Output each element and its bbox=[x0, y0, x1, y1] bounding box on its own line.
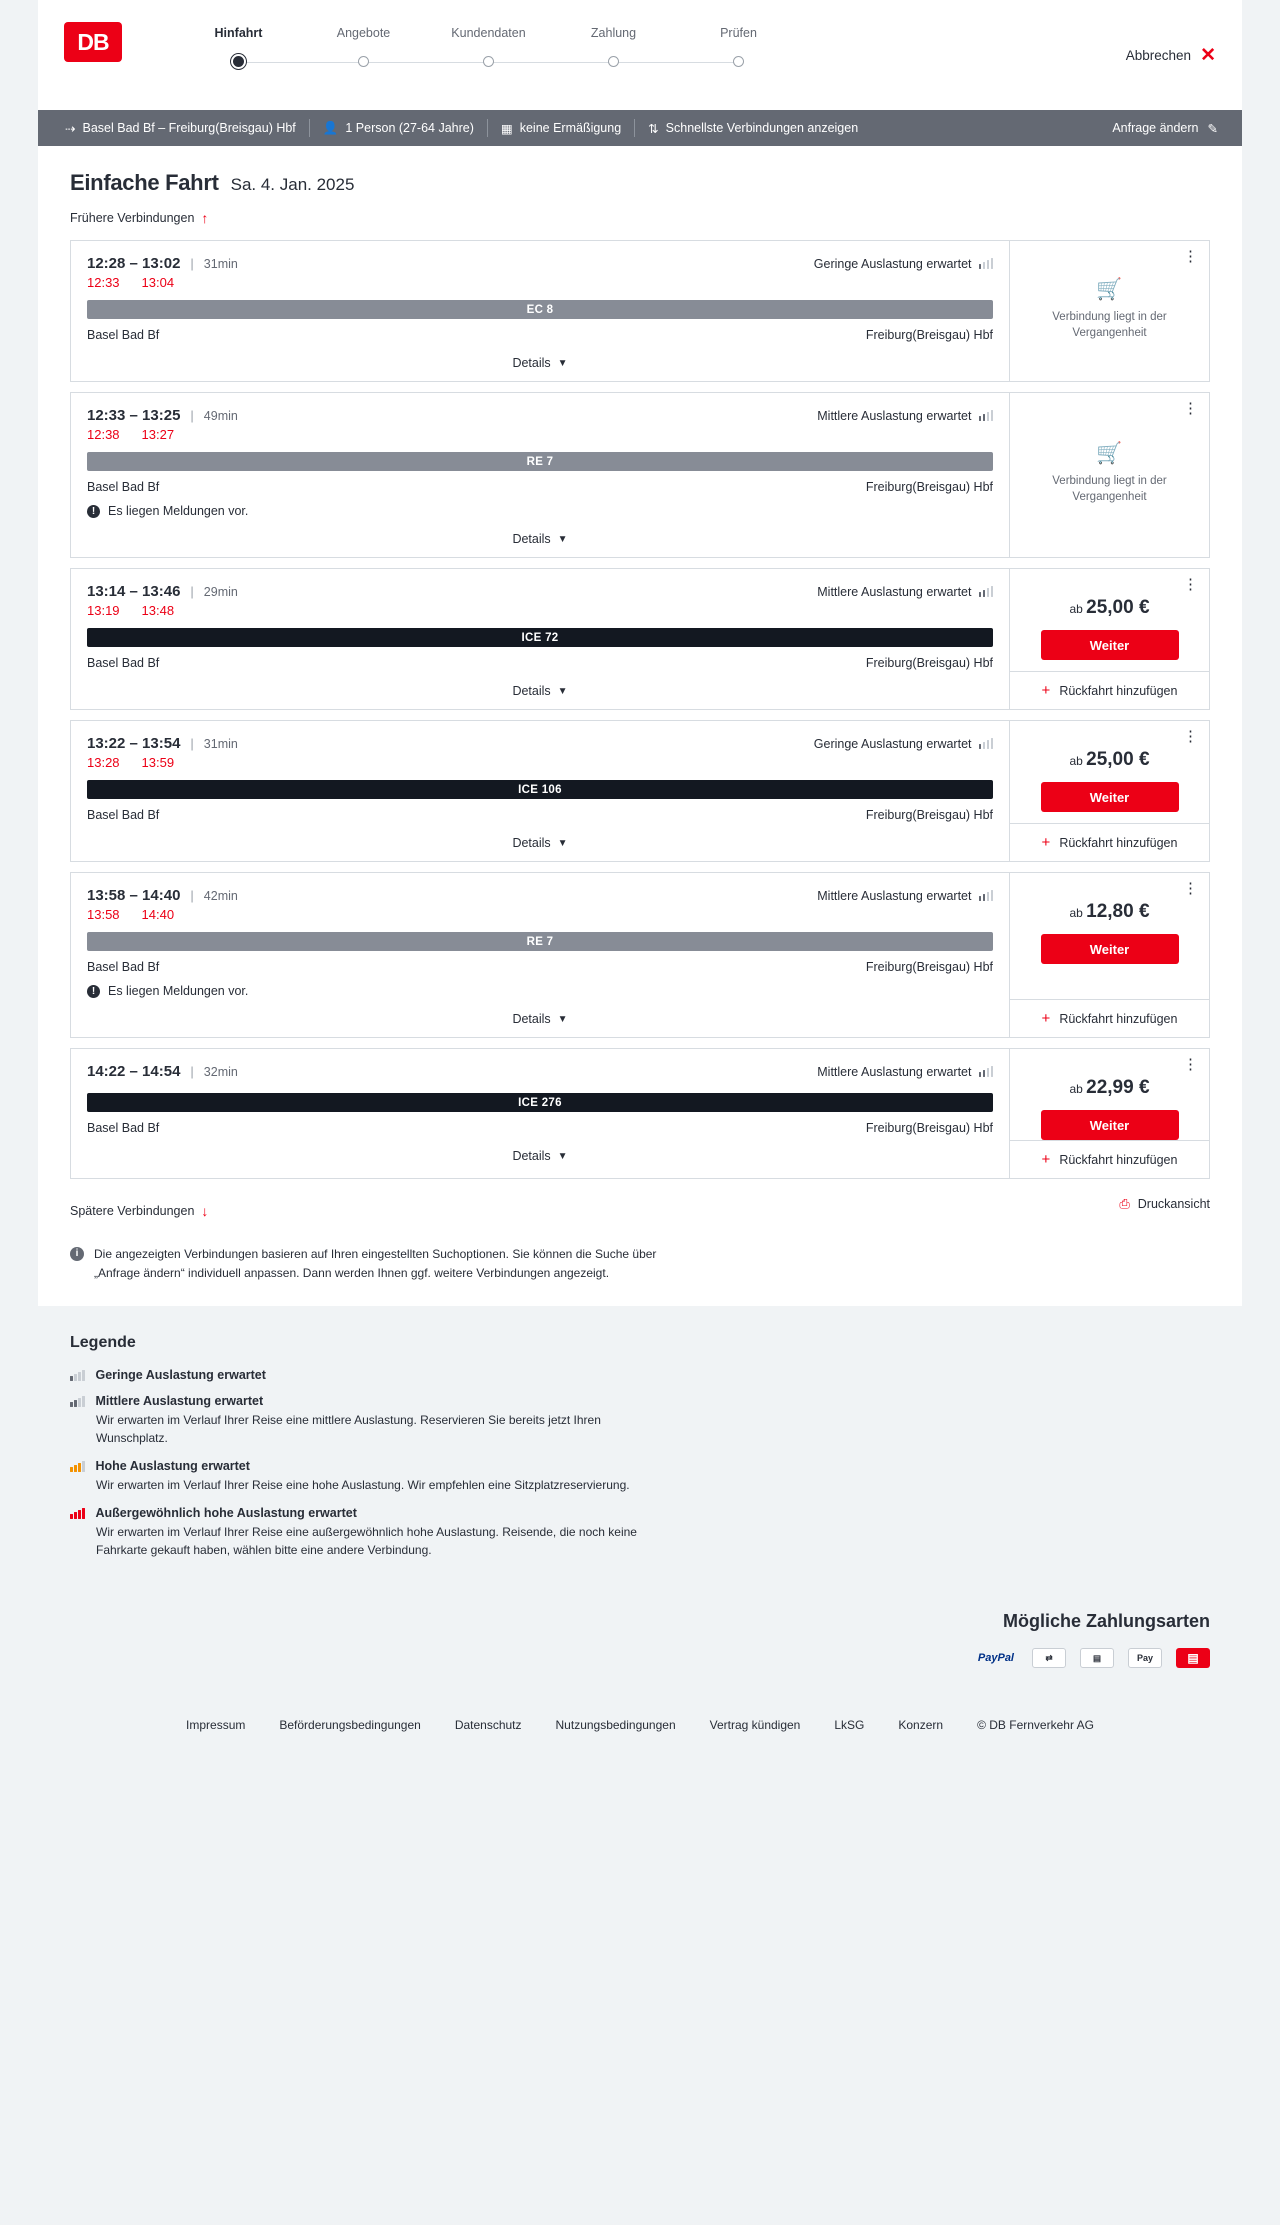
actual-departure: 13:19 bbox=[87, 603, 120, 618]
results-bottom-row bbox=[70, 1189, 1210, 1219]
actual-times-row bbox=[87, 907, 993, 922]
later-connections-button[interactable] bbox=[70, 1203, 208, 1219]
connection-time-row bbox=[87, 1063, 993, 1080]
chevron-down-icon: ▼ bbox=[557, 1013, 568, 1025]
connection-time-row bbox=[87, 735, 993, 752]
step-label: Kundendaten bbox=[451, 26, 526, 40]
train-label: RE 7 bbox=[87, 452, 993, 471]
train-label: RE 7 bbox=[87, 932, 993, 951]
price-value: 12,80 € bbox=[1086, 901, 1150, 922]
checkout-stepper bbox=[176, 26, 801, 70]
occupancy-icon bbox=[70, 1508, 85, 1519]
step-kundendaten[interactable] bbox=[426, 26, 551, 70]
past-connection-notice bbox=[1045, 407, 1175, 557]
step-label: Prüfen bbox=[720, 26, 757, 40]
occupancy: Geringe Auslastung erwartet bbox=[814, 737, 993, 751]
step-label: Angebote bbox=[336, 26, 391, 40]
actual-departure: 13:28 bbox=[87, 755, 120, 770]
stations-row bbox=[87, 480, 993, 494]
connection-time-row bbox=[87, 887, 993, 904]
actual-arrival: 13:27 bbox=[141, 427, 175, 442]
separator: | bbox=[190, 1064, 194, 1079]
separator: | bbox=[190, 736, 194, 751]
print-label: Druckansicht bbox=[1137, 1197, 1210, 1211]
legend-item bbox=[70, 1506, 1210, 1559]
legend-item-desc: Wir erwarten im Verlauf Ihrer Reise eine mittlere Auslastung. Reservieren Sie bereits jetzt Ihren Wunschplatz. bbox=[96, 1413, 601, 1446]
occupancy-icon bbox=[979, 586, 994, 597]
header-region bbox=[0, 0, 1280, 110]
duration: 32min bbox=[203, 1064, 238, 1079]
passenger-summary[interactable] bbox=[310, 121, 487, 136]
results-main bbox=[38, 146, 1242, 1306]
details-label: Details bbox=[512, 356, 551, 370]
occupancy: Mittlere Auslastung erwartet bbox=[817, 1065, 993, 1079]
legend-region bbox=[0, 1306, 1280, 1593]
step-angebote[interactable] bbox=[301, 26, 426, 70]
connection-details bbox=[71, 241, 1009, 381]
continue-button[interactable]: Weiter bbox=[1041, 934, 1179, 964]
connection-menu-button[interactable]: ⋮ bbox=[1183, 248, 1199, 265]
legend-item bbox=[70, 1459, 1210, 1494]
connection-time-row bbox=[87, 407, 993, 424]
occupancy: Mittlere Auslastung erwartet bbox=[817, 585, 993, 599]
origin-station: Basel Bad Bf bbox=[87, 656, 160, 670]
connection-message[interactable] bbox=[87, 504, 993, 518]
actual-times-row bbox=[87, 427, 993, 442]
footer-link[interactable]: Konzern bbox=[898, 1718, 944, 1733]
step-dot-icon bbox=[233, 56, 244, 67]
destination-station: Freiburg(Breisgau) Hbf bbox=[865, 1121, 993, 1135]
actual-times-row bbox=[87, 603, 993, 618]
separator: | bbox=[190, 256, 194, 271]
details-label: Details bbox=[512, 1012, 551, 1026]
connection-offer bbox=[1009, 721, 1209, 861]
legend-item-label: Geringe Auslastung erwartet bbox=[95, 1368, 266, 1383]
connection-time-row bbox=[87, 583, 993, 600]
alert-icon: ! bbox=[87, 505, 100, 518]
details-label: Details bbox=[512, 684, 551, 698]
legend-item-desc: Wir erwarten im Verlauf Ihrer Reise eine hohe Auslastung. Wir empfehlen eine Sitzplatzreservierung. bbox=[96, 1478, 630, 1493]
occupancy-icon bbox=[979, 738, 994, 749]
later-label: Spätere Verbindungen bbox=[70, 1204, 195, 1218]
sort-summary[interactable] bbox=[635, 121, 871, 136]
connection-offer bbox=[1009, 1049, 1209, 1178]
discount-label: keine Ermäßigung bbox=[519, 121, 622, 135]
duration: 29min bbox=[203, 584, 238, 599]
occupancy-icon bbox=[979, 890, 994, 901]
legend-item-label: Hohe Auslastung erwartet bbox=[95, 1459, 250, 1474]
discount-summary[interactable] bbox=[488, 121, 634, 136]
step-dot-icon bbox=[608, 56, 619, 67]
continue-button[interactable]: Weiter bbox=[1041, 782, 1179, 812]
destination-station: Freiburg(Breisgau) Hbf bbox=[865, 328, 993, 342]
continue-button[interactable]: Weiter bbox=[1041, 1110, 1179, 1140]
duration: 31min bbox=[203, 256, 238, 271]
actual-arrival: 13:04 bbox=[141, 275, 175, 290]
connection-menu-button[interactable]: ⋮ bbox=[1183, 728, 1199, 745]
legend bbox=[38, 1334, 1242, 1559]
plus-icon: + bbox=[1041, 682, 1051, 699]
connection-card[interactable] bbox=[70, 568, 1210, 710]
connection-offer bbox=[1009, 873, 1209, 1037]
price: ab 25,00 € bbox=[1069, 749, 1150, 770]
train-label: ICE 106 bbox=[87, 780, 993, 799]
step-label: Zahlung bbox=[590, 26, 637, 40]
destination-station: Freiburg(Breisgau) Hbf bbox=[865, 656, 993, 670]
time-range: 12:33 – 13:25 bbox=[87, 407, 181, 424]
footer-link[interactable]: Nutzungsbedingungen bbox=[555, 1718, 676, 1733]
stations-row bbox=[87, 960, 993, 974]
pencil-icon: ✎ bbox=[1207, 121, 1218, 136]
person-icon: 👤 bbox=[322, 120, 339, 135]
card-icon: ▦ bbox=[500, 121, 513, 136]
details-toggle[interactable] bbox=[87, 1135, 993, 1174]
printer-icon: ⎙ bbox=[1119, 1196, 1130, 1211]
connection-menu-button[interactable]: ⋮ bbox=[1183, 576, 1199, 593]
origin-station: Basel Bad Bf bbox=[87, 1121, 160, 1135]
time-range: 13:58 – 14:40 bbox=[87, 887, 181, 904]
payments-title: Mögliche Zahlungsarten bbox=[1002, 1611, 1210, 1632]
step-zahlung[interactable] bbox=[551, 26, 676, 70]
step-hinfahrt[interactable] bbox=[176, 26, 301, 70]
plus-icon: + bbox=[1041, 1151, 1051, 1168]
actual-times-row bbox=[87, 275, 993, 290]
origin-station: Basel Bad Bf bbox=[87, 808, 160, 822]
legend-item-desc: Wir erwarten im Verlauf Ihrer Reise eine außergewöhnlich hohe Auslastung. Reisende, die noch keine Fahrkarte gekauft haben, wählen bitte eine andere Verbindung. bbox=[96, 1525, 637, 1558]
sort-icon: ⇅ bbox=[648, 121, 659, 136]
continue-button[interactable]: Weiter bbox=[1041, 630, 1179, 660]
chevron-down-icon: ▼ bbox=[557, 837, 568, 849]
origin-station: Basel Bad Bf bbox=[87, 480, 160, 494]
payment-icons bbox=[70, 1648, 1210, 1668]
connection-details bbox=[71, 393, 1009, 557]
cart-crossed-icon: 🛒 bbox=[1096, 442, 1123, 466]
separator: | bbox=[190, 584, 194, 599]
time-range: 13:14 – 13:46 bbox=[87, 583, 181, 600]
occupancy-icon bbox=[979, 258, 994, 269]
actual-times-row bbox=[87, 755, 993, 770]
connection-card[interactable] bbox=[70, 1048, 1210, 1179]
connection-message[interactable] bbox=[87, 984, 993, 998]
price-value: 25,00 € bbox=[1086, 749, 1150, 770]
info-icon: i bbox=[70, 1247, 84, 1261]
add-return-label: Rückfahrt hinzufügen bbox=[1059, 683, 1178, 698]
cart-crossed-icon: 🛒 bbox=[1096, 278, 1123, 302]
details-toggle[interactable] bbox=[87, 670, 993, 709]
title-date: Sa. 4. Jan. 2025 bbox=[230, 175, 355, 194]
arrow-up-icon: ↑ bbox=[201, 210, 209, 226]
earlier-label: Frühere Verbindungen bbox=[70, 211, 195, 225]
details-label: Details bbox=[512, 532, 551, 546]
actual-departure: 13:58 bbox=[87, 907, 120, 922]
details-toggle[interactable] bbox=[87, 822, 993, 861]
route-summary[interactable] bbox=[52, 121, 309, 136]
arrow-down-icon: ↓ bbox=[201, 1203, 209, 1219]
add-return-label: Rückfahrt hinzufügen bbox=[1059, 1152, 1178, 1167]
details-toggle[interactable] bbox=[87, 518, 993, 557]
alert-icon: ! bbox=[87, 985, 100, 998]
price-value: 22,99 € bbox=[1086, 1077, 1150, 1098]
connection-menu-button[interactable]: ⋮ bbox=[1183, 880, 1199, 897]
past-connection-notice bbox=[1045, 255, 1175, 381]
occupancy-icon bbox=[70, 1396, 85, 1407]
connection-details bbox=[71, 569, 1009, 709]
connection-details bbox=[71, 721, 1009, 861]
search-hint bbox=[70, 1245, 690, 1282]
arrow-right-icon: ⇢ bbox=[65, 121, 76, 136]
payments-region bbox=[0, 1593, 1280, 1696]
occupancy-icon bbox=[979, 1066, 994, 1077]
chevron-down-icon: ▼ bbox=[557, 357, 568, 369]
stations-row bbox=[87, 656, 993, 670]
step-dot-icon bbox=[358, 56, 369, 67]
connection-details bbox=[71, 873, 1009, 1037]
earlier-connections-button[interactable] bbox=[70, 210, 208, 226]
route-label: Basel Bad Bf – Freiburg(Breisgau) Hbf bbox=[82, 121, 296, 135]
credit-card-icon: ▤ bbox=[1176, 1648, 1210, 1668]
sort-label: Schnellste Verbindungen anzeigen bbox=[665, 121, 859, 135]
add-return-label: Rückfahrt hinzufügen bbox=[1059, 1011, 1178, 1026]
separator: | bbox=[190, 408, 194, 423]
plus-icon: + bbox=[1041, 834, 1051, 851]
origin-station: Basel Bad Bf bbox=[87, 960, 160, 974]
payments bbox=[38, 1611, 1242, 1668]
price: ab 12,80 € bbox=[1069, 901, 1150, 922]
legend-item-label: Mittlere Auslastung erwartet bbox=[95, 1394, 264, 1409]
connection-time-row bbox=[87, 255, 993, 272]
details-label: Details bbox=[512, 836, 551, 850]
direct-debit-icon: ⇄ bbox=[1032, 1648, 1066, 1668]
train-label: EC 8 bbox=[87, 300, 993, 319]
cancel-button[interactable] bbox=[1126, 46, 1216, 65]
connection-card[interactable] bbox=[70, 392, 1210, 558]
db-logo: DB bbox=[64, 22, 122, 62]
time-range: 14:22 – 14:54 bbox=[87, 1063, 181, 1080]
connection-card[interactable] bbox=[70, 240, 1210, 382]
paypal-icon: PayPal bbox=[977, 1652, 1014, 1665]
actual-arrival: 14:40 bbox=[141, 907, 175, 922]
invoice-icon: ▤ bbox=[1080, 1648, 1114, 1668]
copyright: © DB Fernverkehr AG bbox=[977, 1718, 1094, 1733]
origin-station: Basel Bad Bf bbox=[87, 328, 160, 342]
past-connection-text: Verbindung liegt in der Vergangenheit bbox=[1052, 311, 1167, 339]
footer-link[interactable]: Vertrag kündigen bbox=[709, 1718, 801, 1733]
destination-station: Freiburg(Breisgau) Hbf bbox=[865, 960, 993, 974]
connection-card[interactable] bbox=[70, 720, 1210, 862]
add-return-trip-button[interactable] bbox=[1010, 671, 1209, 709]
duration: 42min bbox=[203, 888, 238, 903]
app-header bbox=[38, 0, 1242, 110]
details-label: Details bbox=[512, 1149, 551, 1163]
connection-offer bbox=[1009, 241, 1209, 381]
close-icon: ✕ bbox=[1200, 45, 1216, 66]
destination-station: Freiburg(Breisgau) Hbf bbox=[865, 480, 993, 494]
occupancy: Mittlere Auslastung erwartet bbox=[817, 889, 993, 903]
message-text: Es liegen Meldungen vor. bbox=[108, 504, 249, 518]
edit-query-button[interactable] bbox=[1112, 121, 1228, 136]
chevron-down-icon: ▼ bbox=[557, 685, 568, 697]
actual-departure: 12:33 bbox=[87, 275, 120, 290]
chevron-down-icon: ▼ bbox=[557, 1150, 568, 1162]
legend-item bbox=[70, 1368, 1210, 1382]
step-dot-icon bbox=[733, 56, 744, 67]
add-return-trip-button[interactable] bbox=[1010, 823, 1209, 861]
edit-query-label: Anfrage ändern bbox=[1112, 121, 1199, 135]
apple-pay-icon: Pay bbox=[1128, 1648, 1162, 1668]
connection-offer bbox=[1009, 569, 1209, 709]
connection-list bbox=[70, 240, 1210, 1179]
connection-card[interactable] bbox=[70, 872, 1210, 1038]
actual-arrival: 13:48 bbox=[141, 603, 175, 618]
price: ab 25,00 € bbox=[1069, 597, 1150, 618]
actual-departure: 12:38 bbox=[87, 427, 120, 442]
footer-link[interactable]: Beförderungsbedingungen bbox=[279, 1718, 421, 1733]
past-connection-text: Verbindung liegt in der Vergangenheit bbox=[1052, 475, 1167, 503]
time-range: 13:22 – 13:54 bbox=[87, 735, 181, 752]
destination-station: Freiburg(Breisgau) Hbf bbox=[865, 808, 993, 822]
add-return-label: Rückfahrt hinzufügen bbox=[1059, 835, 1178, 850]
print-view-button[interactable] bbox=[1119, 1196, 1210, 1212]
legend-title: Legende bbox=[70, 1334, 136, 1352]
occupancy: Mittlere Auslastung erwartet bbox=[817, 409, 993, 423]
separator: | bbox=[190, 888, 194, 903]
connection-menu-button[interactable]: ⋮ bbox=[1183, 400, 1199, 417]
duration: 49min bbox=[203, 408, 238, 423]
stations-row bbox=[87, 1121, 993, 1135]
step-label: Hinfahrt bbox=[214, 26, 263, 40]
duration: 31min bbox=[203, 736, 238, 751]
hint-text: Die angezeigten Verbindungen basieren auf Ihren eingestellten Suchoptionen. Sie können die Suche über „Anfrage ändern“ individuell anpassen. Dann werden Ihnen ggf. weitere Verbindungen angezeigt. bbox=[94, 1247, 657, 1280]
footer-link[interactable]: LkSG bbox=[834, 1718, 865, 1733]
page-title bbox=[70, 170, 1210, 196]
footer-link[interactable]: Datenschutz bbox=[454, 1718, 522, 1733]
chevron-down-icon: ▼ bbox=[557, 533, 568, 545]
legend-item bbox=[70, 1394, 1210, 1447]
actual-arrival: 13:59 bbox=[141, 755, 175, 770]
train-label: ICE 72 bbox=[87, 628, 993, 647]
title-text: Einfache Fahrt bbox=[70, 170, 219, 195]
footer-links bbox=[0, 1718, 1280, 1732]
passenger-label: 1 Person (27-64 Jahre) bbox=[345, 121, 474, 135]
message-text: Es liegen Meldungen vor. bbox=[108, 984, 249, 998]
connection-offer bbox=[1009, 393, 1209, 557]
occupancy: Geringe Auslastung erwartet bbox=[814, 257, 993, 271]
details-toggle[interactable] bbox=[87, 342, 993, 381]
details-toggle[interactable] bbox=[87, 998, 993, 1037]
time-range: 12:28 – 13:02 bbox=[87, 255, 181, 272]
search-summary-bar bbox=[38, 110, 1242, 146]
connection-menu-button[interactable]: ⋮ bbox=[1183, 1056, 1199, 1073]
step-pruefen[interactable] bbox=[676, 26, 801, 70]
occupancy-icon bbox=[979, 410, 994, 421]
footer-link[interactable]: Impressum bbox=[186, 1718, 246, 1733]
stations-row bbox=[87, 328, 993, 342]
plus-icon: + bbox=[1041, 1010, 1051, 1027]
price-value: 25,00 € bbox=[1086, 597, 1150, 618]
cancel-label: Abbrechen bbox=[1125, 48, 1192, 63]
price: ab 22,99 € bbox=[1069, 1077, 1150, 1098]
stations-row bbox=[87, 808, 993, 822]
step-dot-icon bbox=[483, 56, 494, 67]
occupancy-icon bbox=[70, 1370, 85, 1381]
occupancy-icon bbox=[70, 1461, 85, 1472]
connection-details bbox=[71, 1049, 1009, 1178]
add-return-trip-button[interactable] bbox=[1010, 999, 1209, 1037]
add-return-trip-button[interactable] bbox=[1010, 1140, 1209, 1178]
legend-item-label: Außergewöhnlich hohe Auslastung erwartet bbox=[95, 1506, 357, 1521]
footer-region bbox=[0, 1696, 1280, 1762]
train-label: ICE 276 bbox=[87, 1093, 993, 1112]
